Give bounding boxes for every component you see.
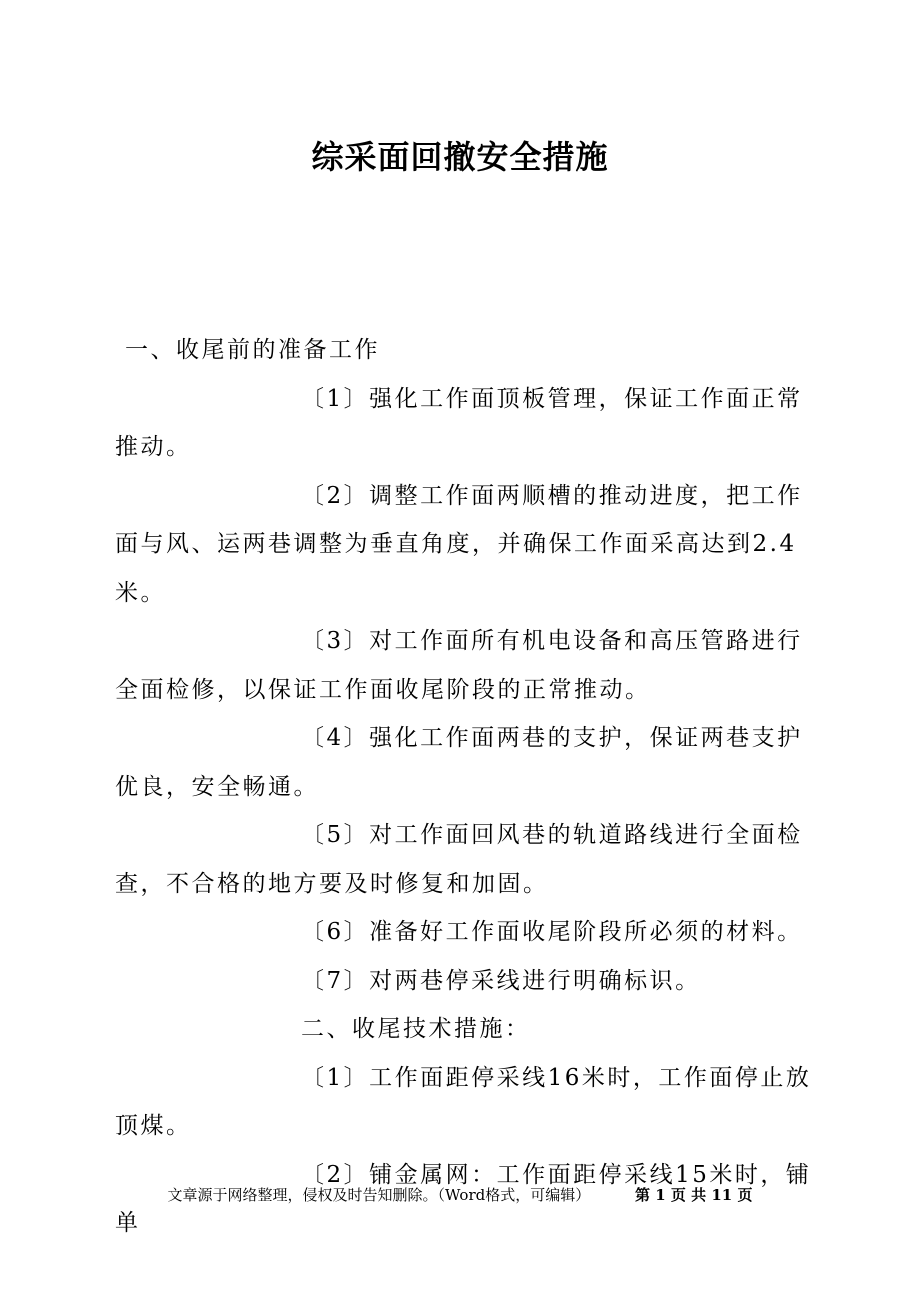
document-title: 综采面回撤安全措施 bbox=[311, 138, 609, 176]
paragraph: 〔2〕调整工作面两顺槽的推动进度，把工作面与风、运两巷调整为垂直角度，并确保工作面采高达到2.4米。 bbox=[115, 482, 803, 606]
paragraph: 〔3〕对工作面所有机电设备和高压管路进行全面检修，以保证工作面收尾阶段的正常推动。 bbox=[115, 628, 803, 703]
paragraph: 〔4〕强化工作面两巷的支护，保证两巷支护优良，安全畅通。 bbox=[115, 725, 803, 800]
paragraph: 〔7〕对两巷停采线进行明确标识。 bbox=[301, 967, 701, 994]
paragraph: 〔1〕工作面距停采线16米时，工作面停止放顶煤。 bbox=[115, 1064, 812, 1139]
section-heading: 一、收尾前的准备工作 bbox=[125, 337, 380, 363]
paragraph: 〔1〕强化工作面顶板管理，保证工作面正常推动。 bbox=[115, 385, 803, 460]
page-number: 第 1 页 共 11 页 bbox=[635, 1186, 753, 1204]
footer-note: 文章源于网络整理，侵权及时告知删除。（Word格式，可编辑） bbox=[167, 1186, 591, 1204]
section-heading: 二、收尾技术措施： bbox=[301, 1016, 531, 1042]
page-footer bbox=[0, 1184, 920, 1206]
paragraph: 〔6〕准备好工作面收尾阶段所必须的材料。 bbox=[301, 919, 803, 945]
paragraph: 〔2〕铺金属网：工作面距停采线15米时，铺单 bbox=[115, 1161, 812, 1236]
document-body bbox=[115, 326, 815, 1248]
paragraph: 〔5〕对工作面回风巷的轨道路线进行全面检查，不合格的地方要及时修复和加固。 bbox=[115, 822, 803, 897]
